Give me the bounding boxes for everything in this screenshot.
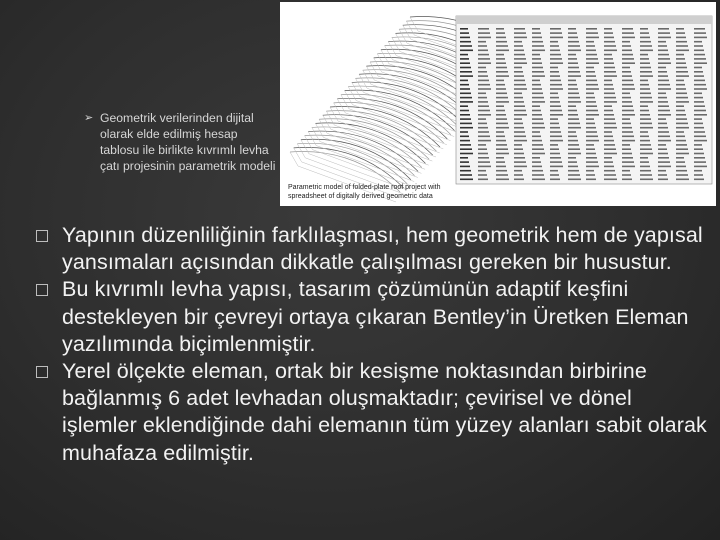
figure-description-text: Geometrik verilerinden dijital olarak elde edilmiş hesap tablosu ile birlikte kıvrımlı levha çatı projesinin parametrik modeli [100,111,276,173]
bullet-text: Yerel ölçekte eleman, ortak bir kesişme noktasından birbirine bağlanmış 6 adet levhadan oluşmaktadır; çevirisel ve dönel işlemler eklendiğinde dahi elemanın tüm yüzey alanları sabit olarak muhafaza edilmiştir. [62,359,707,465]
figure-caption-line-1: Parametric model of folded-plate roof project with [288,184,441,191]
figure-image [280,2,716,206]
arrow-right-icon: ➢ [84,112,94,124]
bullet-item [62,358,712,467]
square-bullet-icon [36,284,48,296]
parametric-model-figure [280,2,716,206]
bullet-text: Yapının düzenliliğinin farklılaşması, hem geometrik hem de yapısal yansımaları açısından dikkatle çalışılması gereken bir husustur. [62,223,703,275]
bullet-text: Bu kıvrımlı levha yapısı, tasarım çözümünün adaptif keşfini destekleyen bir çevreyi ortaya çıkaran Bentley’in Üretken Eleman yazılımında biçimlenmiştir. [62,277,689,356]
bullet-item [62,222,712,276]
spreadsheet-image [456,16,712,184]
bullet-list [62,222,712,467]
figure-caption-line-2: spreadsheet of digitally derived geometric data [288,193,433,200]
figure-description [86,110,276,174]
square-bullet-icon [36,230,48,242]
bullet-item [62,276,712,358]
square-bullet-icon [36,366,48,378]
